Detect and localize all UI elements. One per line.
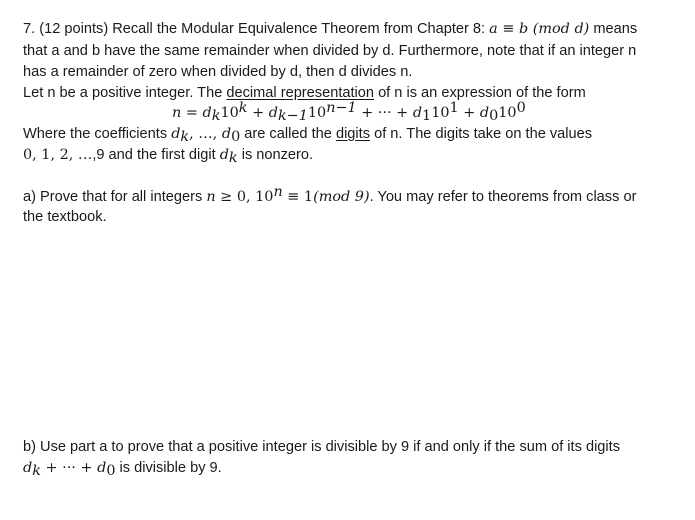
decimal-representation-equation	[172, 100, 526, 124]
digits-term: digits	[335, 126, 371, 142]
eq-term2-sup: n−1	[326, 100, 357, 116]
coef-dk-sub: k	[180, 129, 190, 145]
first-digit-text: ,9 and the first digit	[92, 147, 220, 163]
coef-d0-sub: 0	[231, 129, 241, 145]
eq-term4-sub: 0	[489, 108, 499, 124]
decimal-representation-term: decimal representation	[226, 85, 375, 101]
eq-term2-d: d	[268, 105, 278, 121]
let-n-text: Let n be a positive integer. The	[23, 85, 227, 101]
part-a-line-2	[23, 207, 107, 227]
called-the-text: are called the	[240, 126, 336, 142]
coef-dk: d	[171, 126, 181, 142]
part-a-prove-text: a) Prove that for all integers	[23, 189, 207, 205]
part-b-prompt-text: b) Use part a to prove that a positive integer is divisible by 9 if and only if the sum of its digits	[23, 439, 621, 455]
eq-equals: =	[181, 105, 203, 121]
divides-explanation-text: has a remainder of zero when divided by d, then d divides n.	[23, 64, 413, 80]
eq-n: n	[172, 105, 182, 121]
eq-term3-d: d	[412, 105, 423, 121]
digit-values-text: of n. The digits take on the values	[370, 126, 593, 142]
math-equiv-symbol: ≡	[497, 21, 519, 37]
part-b-divisible-text: is divisible by 9.	[115, 460, 222, 476]
eq-term3-sup: 1	[449, 100, 459, 116]
eq-term4-d: d	[479, 105, 490, 121]
intro-means-text: means	[589, 21, 638, 37]
remainder-explanation-text: that a and b have the same remainder when divided by d. Furthermore, note that if an integer n	[23, 43, 637, 59]
problem-7-line-3	[23, 62, 412, 82]
problem-7-intro-text: 7. (12 points) Recall the Modular Equivalence Theorem from Chapter 8:	[23, 21, 490, 37]
problem-7-line-7	[23, 145, 313, 165]
part-b-dk-sub: k	[32, 463, 41, 479]
part-a-geq-zero: ≥ 0,	[215, 189, 256, 205]
digit-range-math: 0, 1, 2, …	[23, 147, 93, 163]
eq-term3-sub: 1	[422, 108, 432, 124]
part-b-dk: d	[23, 460, 33, 476]
part-b-d0: d	[97, 460, 107, 476]
part-b-d0-sub: 0	[106, 463, 116, 479]
coefficients-text: Where the coefficients	[23, 126, 172, 142]
eq-term2-sub: k−1	[277, 108, 308, 124]
part-a-equiv-one: ≡ 1	[282, 189, 314, 205]
coef-ellipsis: , …,	[189, 126, 222, 142]
part-b-line-2	[23, 458, 222, 478]
eq-plus-1: +	[247, 105, 269, 121]
math-a: a	[489, 21, 498, 37]
eq-plus-ellipsis: + ··· +	[356, 105, 413, 121]
part-b-plus-ellipsis: + ··· +	[40, 460, 98, 476]
part-b-line-1	[23, 437, 620, 457]
eq-term1-sub: k	[211, 108, 221, 124]
eq-term1-base: 10	[220, 105, 239, 121]
eq-term1-sup: k	[238, 100, 248, 116]
part-a-mod-9: (mod 9)	[313, 189, 370, 205]
eq-term3-base: 10	[431, 105, 450, 121]
eq-term1-d: d	[202, 105, 212, 121]
problem-7-line-2	[23, 41, 636, 61]
math-b: b	[518, 21, 529, 37]
eq-plus-3: +	[458, 105, 480, 121]
part-a-ten: 10	[255, 189, 274, 205]
problem-7-intro-line	[23, 19, 637, 39]
eq-term4-base: 10	[498, 105, 517, 121]
problem-7-line-6	[23, 124, 592, 144]
math-mod-d: (mod d)	[528, 21, 590, 37]
first-digit-dk: d	[219, 147, 229, 163]
first-digit-dk-sub: k	[228, 150, 238, 166]
eq-term4-sup: 0	[516, 100, 526, 116]
part-a-line-1	[23, 184, 637, 207]
part-a-n: n	[206, 189, 216, 205]
part-a-exponent-n: n	[273, 184, 283, 200]
nonzero-text: is nonzero.	[237, 147, 314, 163]
problem-7-line-4	[23, 83, 586, 103]
part-a-refer-text: . You may refer to theorems from class or	[369, 189, 637, 205]
coef-d0: d	[221, 126, 232, 142]
eq-term2-base: 10	[307, 105, 327, 121]
part-a-textbook-text: the textbook.	[23, 209, 107, 225]
expression-form-text: of n is an expression of the form	[374, 85, 586, 101]
